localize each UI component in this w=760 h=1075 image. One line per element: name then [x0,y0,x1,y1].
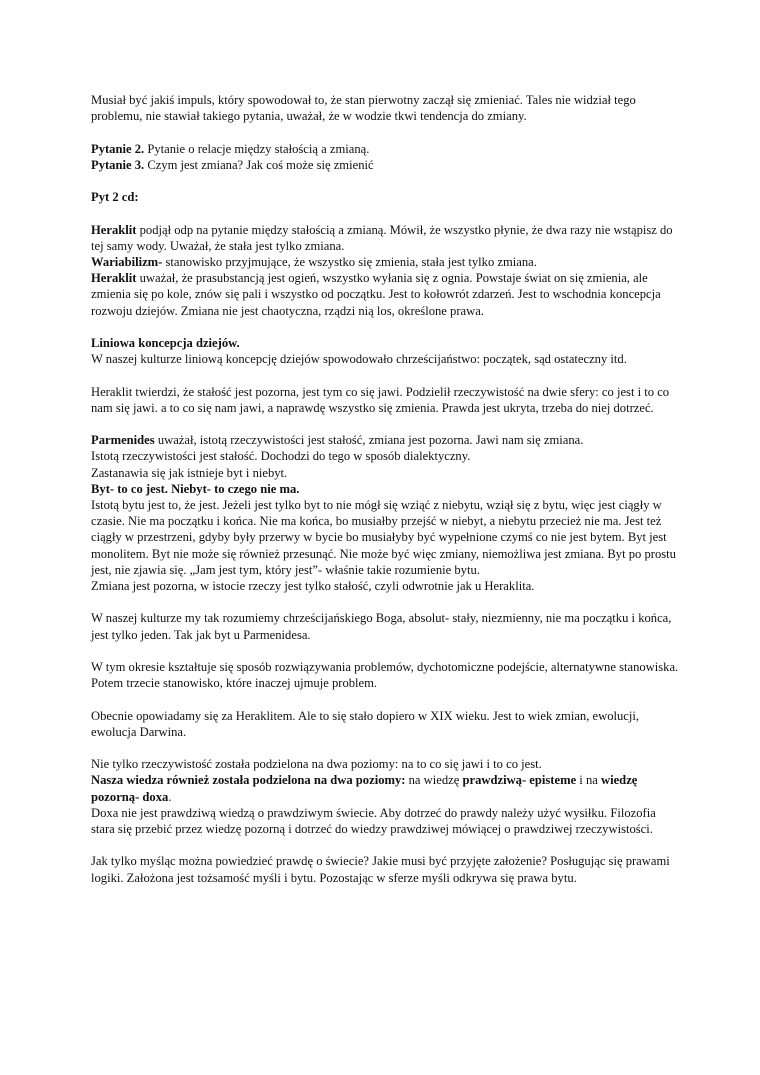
wiedza-text-2: i na [576,773,601,788]
paragraph-parmenides [91,432,681,448]
parmenides-text: uważał, istotą rzeczywistości jest stałość, zmiana jest pozorna. Jawi nam się zmiana. [154,433,584,448]
heraklit-label-2: Heraklit [91,271,137,286]
paragraph-nie-tylko: Nie tylko rzeczywistość została podzielona na dwa poziomy: na to co się jawi i to co jest. [91,757,542,772]
heraklit-text-2: uważał, że prasubstancją jest ogień, wszystko wyłania się z ognia. Powstaje świat on się zmienia, ale zmienia się po kole, znów się pali i wszystko od początku. Jest to kołowrót zdarzeń. Jest to wschodnia koncepcja rozwoju dziejów. Zmiana nie jest chaotyczna, rządzi nią los, określone prawa. [91,271,661,318]
paragraph-istota: Istotą rzeczywistości jest stałość. Dochodzi do tego w sposób dialektyczny. [91,449,471,464]
paragraph-zmiana-pozorna: Zmiana jest pozorna, w istocie rzeczy jest tylko stałość, czyli odwrotnie jak u Heraklita. [91,579,535,593]
paragraph-liniowa: W naszej kulturze liniową koncepcję dziejów spowodowało chrześcijaństwo: początek, sąd ostateczny itd. [91,352,627,367]
paragraph-heraklit-2 [91,270,681,319]
paragraph-byt: Istotą bytu jest to, że jest. Jeżeli jest tylko byt to nie mógł się wziąć z niebytu, wziął się z bytu, więc jest ciągły w czasie. Nie ma początku i końca. Nie ma końca, bo musiałby przejść w niebyt, a niebytu przecież nie ma. Jest też ciągły w przestrzeni, gdyby były przerwy w bycie bo musiałyby być wypełnione czymś co nie jest bytem. Byt jest monolitem. Byt nie może się również przesunąć. Nie może być więc zmiany, niemożliwa jest zmiana. Byt po prostu jest, nie zjawia się. „Jam jest tym, który jest”- właśnie takie rozumienie bytu. [91,497,676,577]
wiedza-text-3: . [168,789,172,804]
paragraph-heraklit-1 [91,222,681,254]
question-3-label: Pytanie 3. [91,157,145,172]
wiedza-bold-2: prawdziwą- episteme [462,773,577,788]
document-page [91,92,681,886]
paragraph-kultura: W naszej kulturze my tak rozumiemy chrześcijańskiego Boga, absolut- stały, niezmienny, nie ma początku i końca, jest tylko jeden. Tak jak byt u Parmenidesa. [91,611,672,642]
paragraph-trzecie: Potem trzecie stanowisko, które inaczej ujmuje problem. [91,676,378,691]
heading-pyt2cd [91,189,681,205]
question-2 [91,141,681,157]
paragraph-jak-tylko: Jak tylko myśląc można powiedzieć prawdę o świecie? Jakie musi być przyjęte założenie? Posługując się prawami logiki. Założona jest tożsamość myśli i bytu. Pozostając w sferze myśli odkrywa się prawa bytu. [91,854,670,885]
heraklit-text-1: podjął odp na pytanie między stałością a zmianą. Mówił, że wszystko płynie, że dwa razy nie wstąpisz do tej samy wody. Uważał, że stała jest tylko zmiana. [91,222,673,253]
heading-liniowa [91,335,681,351]
wariabilizm-text: stanowisko przyjmujące, że wszystko się zmienia, stała jest tylko zmiana. [162,254,537,269]
paragraph-impuls: Musiał być jakiś impuls, który spowodował to, że stan pierwotny zaczął się zmieniać. Tales nie widział tego problemu, nie stawiał takiego pytania, uważał, że w wodzie tkwi tendencja do zmiany. [91,93,636,124]
wariabilizm-label: Wariabilizm- [91,254,163,269]
parmenides-label: Parmenides [91,433,155,448]
heraklit-label-1: Heraklit [91,222,137,237]
paragraph-heraklit-3: Heraklit twierdzi, że stałość jest pozorna, jest tym co się jawi. Podzielił rzeczywistość na dwie sfery: co jest i to co nam się jawi. a to co się nam jawi, a naprawdę wszystko się zmienia. Prawda jest ukryta, trzeba do niej dotrzeć. [91,384,670,415]
heading-byt [91,481,681,497]
paragraph-wiedza [91,772,681,804]
heading-liniowa-text: Liniowa koncepcja dziejów. [91,335,240,350]
question-2-label: Pytanie 2. [91,141,145,156]
wiedza-text-1: na wiedzę [405,773,463,788]
question-2-text: Pytanie o relacje między stałością a zmianą. [144,141,370,156]
heading-pyt2cd-text: Pyt 2 cd: [91,190,139,205]
question-3-text: Czym jest zmiana? Jak coś może się zmienić [144,157,374,172]
heading-byt-text: Byt- to co jest. Niebyt- to czego nie ma. [91,481,300,496]
paragraph-zastanawia: Zastanawia się jak istnieje byt i niebyt. [91,465,288,480]
wiedza-bold-1: Nasza wiedza również została podzielona na dwa poziomy: [91,773,406,788]
paragraph-doxa: Doxa nie jest prawdziwą wiedzą o prawdziwym świecie. Aby dotrzeć do prawdy należy użyć wysiłku. Filozofia stara się przebić przez wiedzę pozorną i dotrzeć do wiedzy prawdziwej mówiącej o prawdziwej rzeczywistości. [91,805,656,836]
question-3 [91,157,681,173]
paragraph-okres: W tym okresie kształtuje się sposób rozwiązywania problemów, dychotomiczne podejście, alternatywne stanowiska. [91,659,679,674]
wiedza-bold-3: wiedzę pozorną- doxa [91,773,638,804]
paragraph-wariabilizm [91,254,681,270]
paragraph-obecnie: Obecnie opowiadamy się za Heraklitem. Ale to się stało dopiero w XIX wieku. Jest to wiek zmian, ewolucji, ewolucja Darwina. [91,708,640,739]
